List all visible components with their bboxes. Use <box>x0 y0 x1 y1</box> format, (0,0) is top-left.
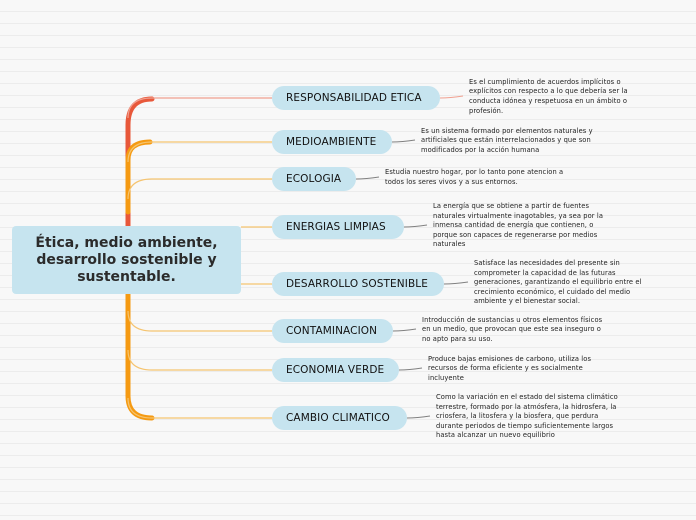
description-line: recursos de forma eficiente y es socialmente <box>428 364 583 373</box>
topic-label: MEDIOAMBIENTE <box>286 136 377 148</box>
description-line: incluyente <box>428 373 464 382</box>
branch-line <box>128 398 272 418</box>
description-line: explícitos con respecto a lo que debería ser la <box>469 87 628 96</box>
description-line: comprometer la capacidad de las futuras <box>474 268 616 277</box>
description-line: criosfera, la litosfera y la biosfera, que perdura <box>436 412 599 421</box>
description-line: Produce bajas emisiones de carbono, utiliza los <box>428 354 592 363</box>
description-line: Es un sistema formado por elementos naturales y <box>421 126 593 135</box>
description-line: La energía que se obtiene a partir de fuentes <box>433 202 590 210</box>
topic-description[interactable] <box>433 202 603 250</box>
spine-middle <box>128 142 150 212</box>
description-line: todos los seres vivos y a sus entornos. <box>385 177 518 186</box>
topic-description[interactable] <box>421 127 593 156</box>
spine-upper <box>128 99 152 232</box>
topic-node[interactable] <box>272 130 392 154</box>
central-topic-label: Ética, medio ambiente, desarrollo sostenible y sustentable. <box>35 234 218 285</box>
topic-description[interactable] <box>436 393 618 441</box>
note-connector <box>392 140 415 142</box>
topic-node[interactable] <box>272 358 399 382</box>
note-connector <box>404 225 427 227</box>
topic-label: RESPONSABILIDAD ETICA <box>286 92 422 104</box>
topic-node[interactable] <box>272 406 407 430</box>
description-line: no apto para su uso. <box>422 334 493 343</box>
branch-line <box>128 179 272 199</box>
topic-label: ECONOMIA VERDE <box>286 364 385 376</box>
note-connector <box>393 329 416 331</box>
topic-node[interactable] <box>272 167 356 191</box>
description-line: conducta idónea y respetuosa en un ámbito o <box>469 96 628 105</box>
note-connector <box>444 282 468 284</box>
note-connector <box>407 416 430 418</box>
topic-label: ENERGIAS LIMPIAS <box>286 221 386 233</box>
description-line: hasta alcanzar un nuevo equilibrio <box>436 431 556 440</box>
description-line: Es el cumplimiento de acuerdos implícitos o <box>469 77 621 86</box>
branch-line <box>128 311 272 331</box>
description-line: porque son capaces de regenerarse por medios <box>433 230 598 239</box>
description-line: Satisface las necesidades del presente sin <box>474 259 620 267</box>
description-line: artificiales que están interrelacionados y que son <box>421 136 591 145</box>
description-line: en un medio, que provocan que este sea inseguro o <box>422 325 602 334</box>
description-line: naturales virtualmente inagotables, ya sea por la <box>433 211 604 220</box>
branch-line <box>128 350 272 370</box>
topic-description[interactable] <box>469 78 628 116</box>
topic-description[interactable] <box>428 355 591 384</box>
description-line: generaciones, garantizando el equilibrio entre el <box>474 278 642 287</box>
description-line: ambiente y el bienestar social. <box>474 297 581 306</box>
note-connector <box>356 177 379 179</box>
description-line: profesión. <box>469 106 504 115</box>
topic-label: CAMBIO CLIMATICO <box>286 412 390 424</box>
topic-description[interactable] <box>385 168 563 187</box>
topic-node[interactable] <box>272 215 404 239</box>
description-line: inmensa cantidad de energía que contienen, o <box>433 221 594 230</box>
note-connector <box>440 96 463 98</box>
description-line: terrestre, formado por la atmósfera, la hidrosfera, la <box>436 402 617 411</box>
topic-label: CONTAMINACION <box>286 325 378 337</box>
description-line: durante periodos de tiempo suficientemente largos <box>436 421 614 430</box>
description-line: Estudia nuestro hogar, por lo tanto pone atencion a <box>385 168 564 177</box>
description-line: Introducción de sustancias u otros elementos físicos <box>422 315 603 324</box>
description-line: naturales <box>433 240 466 249</box>
topic-description[interactable] <box>422 316 602 345</box>
topic-node[interactable] <box>272 319 393 343</box>
topic-label: ECOLOGIA <box>286 173 342 185</box>
branch-line <box>128 142 272 162</box>
topic-node[interactable] <box>272 272 444 296</box>
note-connector <box>399 368 422 370</box>
topic-node[interactable] <box>272 86 440 110</box>
central-topic[interactable] <box>12 226 241 294</box>
description-line: crecimiento económico, el cuidado del medio <box>474 287 631 296</box>
description-line: modificados por la acción humana <box>421 145 540 154</box>
topic-description[interactable] <box>474 259 642 307</box>
topic-label: DESARROLLO SOSTENIBLE <box>286 278 428 290</box>
description-line: Como la variación en el estado del sistema climático <box>436 393 618 401</box>
